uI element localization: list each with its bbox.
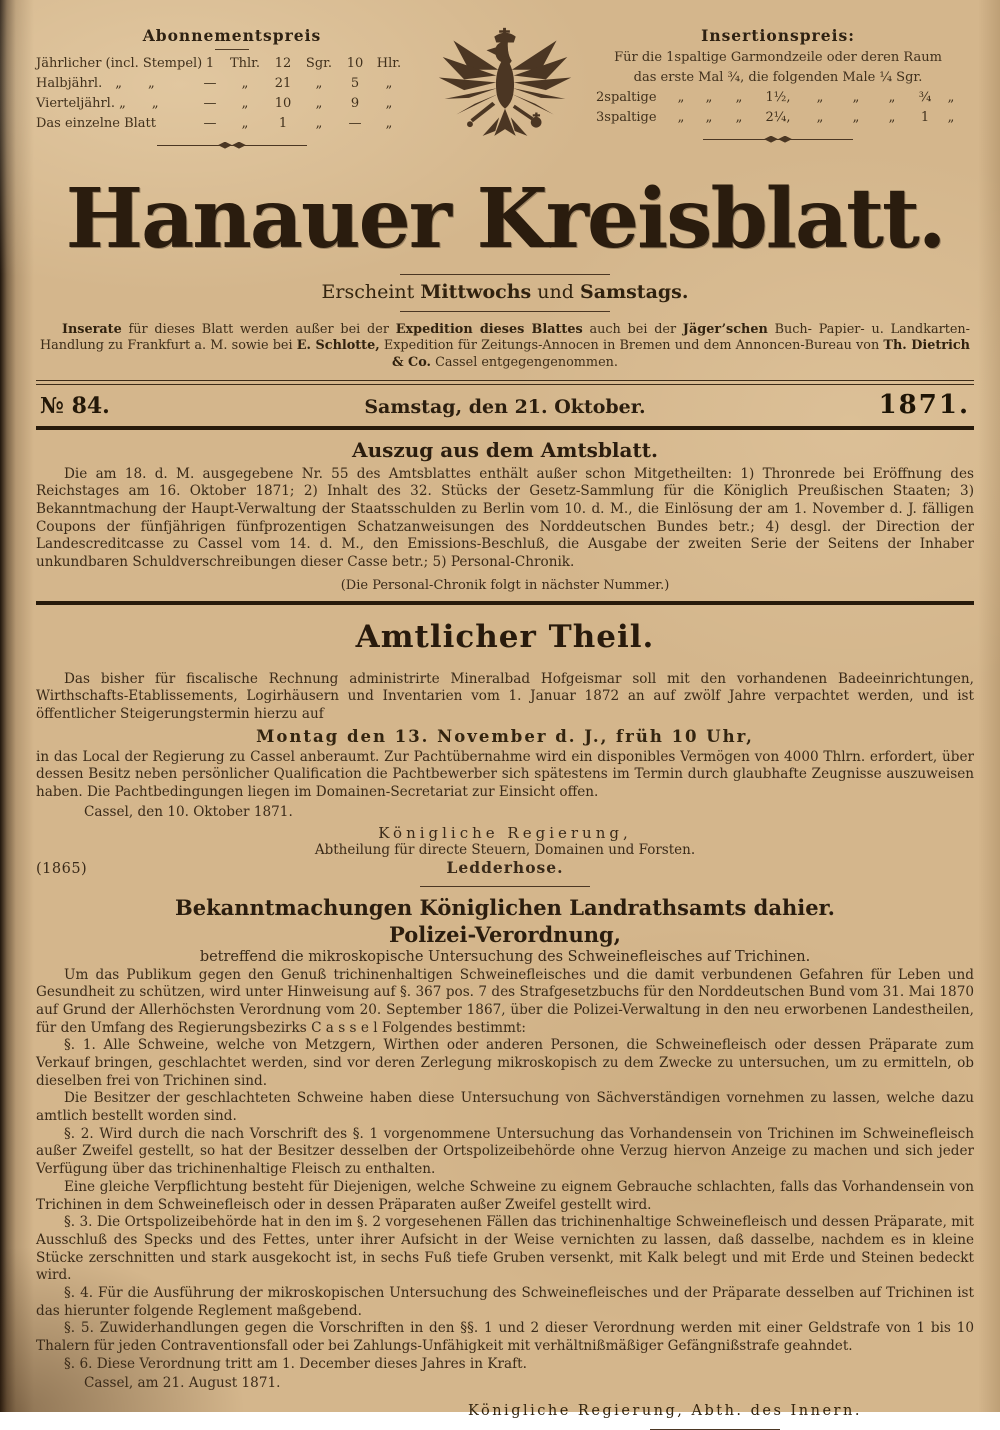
paragraph: in das Local der Regierung zu Cassel anberaumt. Zur Pachtübernahme wird ein disponibles Vermögen von 4000 Thlrn. erfordert, über dessen Besitz neben persönlicher Qualification die Pachtbewerber sich spätestens im Termin durch glaubhafte Zeugnisse auszuweisen haben. Die Pachtbedingungen liegen im Domainen-Secretariat zur Einsicht offen. — [36, 748, 974, 801]
newspaper-title: Hanauer Kreisblatt. — [65, 171, 945, 267]
cell: Jährlicher (incl. Stempel) — [36, 56, 203, 72]
cell: 9 — [350, 96, 360, 112]
cell: „ — [677, 110, 685, 126]
issue-date: Samstag, den 21. Oktober. — [364, 395, 646, 418]
paragraph: Um das Publikum gegen den Genuß trichinenhaltigen Schweinefleisches und die damit verbundenen Gefahren für Leben und Gesundheit zu schützen, wird unter Hinweisung auf §. 367 pos. 7 des Strafgesetzbuchs für den Norddeutschen Bund vom 31. Mai 1870 auf Grund der Allerhöchsten Verordnung vom 20. September 1867, über die Polizei-Verwaltung in den neu erworbenen Landestheilen, für den Umfang des Regierungsbezirks C a s s e l Folgendes bestimmt: — [36, 966, 974, 1036]
text-segment: E. Schlotte, — [296, 338, 380, 354]
cell: „ — [241, 96, 249, 112]
paragraph: §. 6. Diese Verordnung tritt am 1. December dieses Jahres in Kraft. — [64, 1355, 527, 1372]
divider-rule — [36, 426, 974, 430]
divider-rule — [400, 274, 610, 275]
text-segment: Th. Dietrich & Co. — [392, 338, 970, 371]
cell: Hlr. — [376, 56, 402, 72]
cell: 1 — [920, 110, 930, 126]
cell: Sgr. — [305, 56, 333, 72]
cell: Das einzelne Blatt — [36, 116, 157, 132]
article-amtlicher-theil — [36, 619, 974, 887]
paragraph: Das bisher für fiscalische Rechnung administrirte Mineralbad Hofgeismar soll mit den vorhandenen Badeeinrichtungen, Wirthschafts-Etablissements, Logirhäusern und Inventarien vom 1. Januar 1872 an auf zwölf Jahre verpachtet werden, und ist öffentlicher Steigerungstermin hierzu auf — [36, 670, 974, 723]
cell: „ — [852, 110, 860, 126]
cell: „ — [947, 90, 955, 106]
section-heading: Bekanntmachungen Königlichen Landrathsamts dahier. — [174, 894, 835, 920]
cell: 21 — [274, 76, 292, 92]
text-segment: Expedition dieses Blattes — [395, 321, 583, 337]
text-segment: Buch- Papier- u. Landkarten-Handlung zu Frankfurt a. M. sowie bei — [40, 321, 970, 354]
cell: — — [348, 116, 362, 132]
cell: „ — [888, 90, 896, 106]
issue-number: № 84. — [40, 392, 110, 419]
cell: „ — [735, 90, 743, 106]
cell: 12 — [274, 56, 292, 72]
cell: „ — [705, 90, 713, 106]
dateline — [36, 385, 974, 426]
text-segment: Inserate — [62, 321, 122, 337]
cell: 2¼, — [765, 110, 791, 126]
ordinance-heading: Polizei-Verordnung, — [389, 921, 621, 947]
text-segment: und — [531, 280, 580, 303]
text-segment: Jäger’schen — [682, 321, 768, 337]
text-segment: Cassel entgegengenommen. — [431, 355, 618, 371]
section-heading: Amtlicher Theil. — [355, 618, 655, 655]
subscription-price-block — [36, 24, 428, 151]
text-segment: Expedition für Zeitungs-Annocen in Bremen und dem Annoncen-Bureau von — [379, 338, 884, 354]
signature-authority: Königliche Regierung, Abth. des Innern. — [468, 1403, 862, 1420]
text-segment: Samstags. — [579, 280, 689, 303]
article-heading: Auszug aus dem Amtsblatt. — [352, 437, 658, 462]
subscription-title: Abonnementspreis — [142, 26, 322, 45]
cell: — — [203, 116, 217, 132]
text-segment: Erscheint — [321, 280, 421, 303]
cell: „ — [385, 76, 393, 92]
place-date: Cassel, am 21. August 1871. — [84, 1375, 281, 1392]
insertion-title: Insertionspreis: — [701, 26, 855, 45]
cell: „ — [852, 90, 860, 106]
cell: „ — [947, 110, 955, 126]
divider-rule — [400, 311, 610, 312]
inserate-note — [40, 322, 970, 372]
cell: „ — [677, 90, 685, 106]
insertion-line: Für die 1spaltige Garmondzeile oder deren Raum — [614, 50, 942, 66]
cell: 5 — [350, 76, 360, 92]
cell: 3spaltige — [596, 110, 657, 126]
paragraph: Eine gleiche Verpflichtung besteht für Diejenigen, welche Schweine zu eignem Gebrauche schlachten, falls das Vorhandensein von Trichinen in dem Schweinefleisch oder in dessen Präparaten außer Zweifel gestellt wird. — [36, 1178, 974, 1213]
prussian-eagle-icon — [432, 26, 578, 164]
auction-date-line: Montag den 13. November d. J., früh 10 Uhr, — [256, 726, 754, 746]
paragraph: Die Besitzer der geschlachteten Schweine haben diese Untersuchung von Sächverständigen vornehmen zu lassen, welche dazu amtlich bestellt worden sind. — [36, 1090, 974, 1125]
cell: 1½, — [765, 90, 791, 106]
insertion-price-block — [582, 24, 974, 145]
cell: „ — [241, 116, 249, 132]
paragraph: §. 4. Für die Ausführung der mikroskopischen Untersuchung des Schweinefleisches und der Präparate desselben auf Trichinen ist das hierunter folgende Reglement maßgebend. — [36, 1284, 974, 1319]
cell: Thlr. — [229, 56, 261, 72]
text-segment: für dieses Blatt werden außer bei der — [121, 321, 396, 337]
cell: „ — [888, 110, 896, 126]
page-header — [36, 24, 974, 164]
subscription-table — [36, 54, 428, 135]
cell: Halbjährl. „ „ — [36, 76, 155, 92]
cell: ¾ — [918, 90, 932, 106]
cell: 1 — [205, 56, 215, 72]
cell: 2spaltige — [596, 90, 657, 106]
cell: 1 — [278, 116, 288, 132]
signature-block — [36, 824, 974, 877]
cell: „ — [385, 96, 393, 112]
cell: Vierteljährl. „ „ — [36, 96, 159, 112]
cell: 10 — [274, 96, 292, 112]
cell: „ — [315, 96, 323, 112]
cell: „ — [705, 110, 713, 126]
text-segment: auch bei der — [582, 321, 683, 337]
cell: „ — [735, 110, 743, 126]
signature-authority: Königliche Regierung, — [378, 823, 632, 842]
article-polizei-verordnung — [36, 895, 974, 1430]
paragraph: §. 3. Die Ortspolizeibehörde hat in den im §. 2 vorgesehenen Fällen das trichinenhaltige Schweinefleisch und dessen Präparate, mit Ausschluß des Specks und des Fettes, unter ihrer Aufsicht in der Weise vernichten zu lassen, daß dasselbe, nachdem es in kleine Stücke zerschnitten und stark ausgekocht ist, in sechs Fuß tiefe Gruben versenkt, mit Kalk belegt und mit Erde und Steinen bedeckt wird. — [36, 1214, 974, 1284]
issue-year: 1871. — [878, 389, 970, 420]
cell: „ — [315, 76, 323, 92]
emblem-box — [428, 24, 582, 164]
divider-ornament — [157, 140, 307, 151]
ordinance-subject: betreffend die mikroskopische Untersuchung des Schweinefleisches auf Trichinen. — [199, 948, 811, 965]
cell: 10 — [346, 56, 364, 72]
divider-ornament — [703, 134, 853, 145]
article-note: (Die Personal-Chronik folgt in nächster Nummer.) — [340, 577, 670, 593]
divider-rule — [36, 601, 974, 605]
publication-schedule — [36, 281, 974, 303]
place-date: Cassel, den 10. Oktober 1871. — [84, 803, 293, 820]
paragraph: §. 2. Wird durch die nach Vorschrift des §. 1 vorgenommene Untersuchung das Vorhandensein von Trichinen im Schweinefleisch außer Zweifel gestellt, so hat der Besitzer desselben der Ortspolizeibehörde ohne Verzug hiervon Anzeige zu machen und sich jeder Verfügung über das trichinenhaltige Fleisch zu enthalten. — [36, 1125, 974, 1178]
divider-rule — [420, 886, 590, 887]
cell: „ — [816, 90, 824, 106]
cell: — — [203, 76, 217, 92]
insertion-line: das erste Mal ¾, die folgenden Male ¼ Sgr. — [633, 70, 923, 86]
reference-number: (1865) — [36, 860, 88, 877]
signature-name: Ledderhose. — [446, 857, 564, 877]
paragraph: §. 5. Zuwiderhandlungen gegen die Vorschriften in den §§. 1 und 2 dieser Verordnung werden mit einer Geldstrafe von 1 bis 10 Thalern für jeden Contraventionsfall oder bei Zahlungs-Unfähigkeit mit verhältnißmäßiger Gefängnißstrafe geahndet. — [36, 1320, 974, 1354]
text-segment: Mittwochs — [420, 280, 532, 303]
article-amtsblatt — [36, 438, 974, 593]
insertion-table — [596, 88, 974, 128]
signature-department: Abtheilung für directe Steuern, Domainen und Forsten. — [314, 841, 696, 858]
cell: — — [203, 96, 217, 112]
cell: „ — [315, 116, 323, 132]
paragraph: §. 1. Alle Schweine, welche von Metzgern, Wirthen oder anderen Personen, die Schweinefleisch oder dessen Präparate zum Verkauf bringen, geschlachtet werden, sind vor deren Zerlegung mikroskopisch zu dem Zwecke zu untersuchen, um zu ermitteln, ob dieselben frei von Trichinen sind. — [36, 1037, 974, 1089]
title-underline — [215, 49, 249, 50]
cell: „ — [241, 76, 249, 92]
cell: „ — [385, 116, 393, 132]
paragraph: Die am 18. d. M. ausgegebene Nr. 55 des Amtsblattes enthält außer schon Mitgetheilten: 1) Thronrede bei Eröffnung des Reichstages am 16. Oktober 1871; 2) Inhalt des 32. Stücks der Gesetz-Sammlung für die Königlich Preußischen Staaten; 3) Bekanntmachung der Haupt-Verwaltung der Staatsschulden zu Berlin vom 10. d. M., die Einlösung der am 1. November d. J. fälligen Coupons der fünfjährigen fünfprozentigen Schatzanweisungen des Norddeutschen Bundes betr.; 4) desgl. der Direction der Landescreditcasse zu Cassel vom 14. d. M., den Emissions-Beschluß, die Ausgabe der zweiten Serie der Seitens der Inhaber unkundbaren Schuldverschreibungen dieser Casse betr.; 5) Personal-Chronik. — [36, 465, 974, 571]
cell: „ — [816, 110, 824, 126]
